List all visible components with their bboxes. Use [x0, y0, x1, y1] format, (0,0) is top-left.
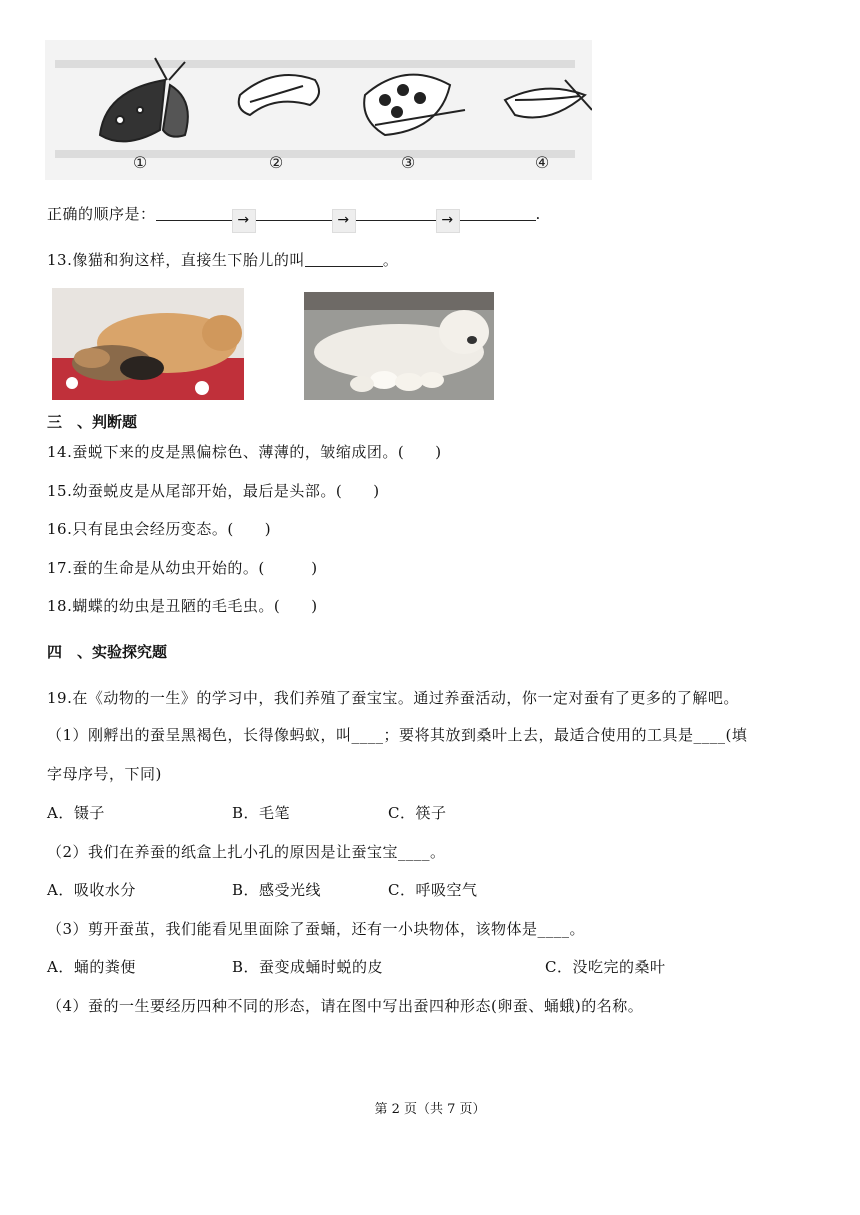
q12-blank-2[interactable]: [256, 204, 332, 221]
q19-part1-line1: （1）刚孵出的蚕呈黑褐色，长得像蚂蚁，叫____；要将其放到桑叶上去，最适合使用的工具是____(填: [47, 726, 748, 744]
q12-order-line: [47, 203, 541, 233]
q19-p3-option-b[interactable]: B．蚕变成蛹时蜕的皮: [232, 958, 384, 976]
q19-p2-option-a[interactable]: A．吸收水分: [47, 881, 136, 899]
arrow-icon: →: [436, 209, 460, 233]
dog-photo: [304, 292, 494, 400]
q13-blank[interactable]: [305, 250, 383, 267]
q19-part2: （2）我们在养蚕的纸盒上扎小孔的原因是让蚕宝宝____。: [47, 843, 446, 861]
arrow-icon: →: [232, 209, 256, 233]
q19-part4: （4）蚕的一生要经历四种不同的形态，请在图中写出蚕四种形态(卵蚕、蛹蛾)的名称。: [47, 997, 644, 1015]
q19-part3: （3）剪开蚕茧，我们能看见里面除了蚕蛹，还有一小块物体，该物体是____。: [47, 920, 586, 938]
q19-part1-line2: 字母序号，下同): [47, 765, 162, 783]
section-3-heading: 三 、判断题: [47, 413, 138, 431]
q13-question: [47, 249, 398, 270]
q19-stem: 19.在《动物的一生》的学习中，我们养殖了蚕宝宝。通过养蚕活动，你一定对蚕有了更多的了解吧。: [47, 689, 739, 707]
q19-p2-option-c[interactable]: C．呼吸空气: [388, 881, 478, 899]
cat-image: [52, 288, 244, 400]
q19-p2-option-b[interactable]: B．感受光线: [232, 881, 322, 899]
arrow-icon: →: [332, 209, 356, 233]
dog-image: [304, 292, 494, 400]
label-4: ④: [534, 153, 550, 172]
q17-question: 17.蚕的生命是从幼虫开始的。( ): [47, 559, 318, 577]
label-1: ①: [132, 153, 148, 172]
q18-question: 18.蝴蝶的幼虫是丑陋的毛毛虫。( ): [47, 597, 318, 615]
q13-suffix: 。: [382, 251, 399, 269]
q19-p1-option-b[interactable]: B．毛笔: [232, 804, 291, 822]
q12-blank-1[interactable]: [156, 204, 232, 221]
q12-blank-3[interactable]: [356, 204, 436, 221]
label-3: ③: [400, 153, 416, 172]
q16-question: 16.只有昆虫会经历变态。( ): [47, 520, 272, 538]
q12-suffix: .: [535, 205, 541, 223]
lifecycle-drawing: [45, 40, 592, 180]
q19-p3-option-c[interactable]: C．没吃完的桑叶: [545, 958, 666, 976]
lifecycle-image: [45, 40, 592, 180]
q19-p1-option-c[interactable]: C．筷子: [388, 804, 447, 822]
section-4-heading: 四 、实验探究题: [47, 643, 168, 661]
q19-p1-option-a[interactable]: A．镊子: [47, 804, 105, 822]
label-2: ②: [268, 153, 284, 172]
q19-p3-option-a[interactable]: A．蛹的粪便: [47, 958, 136, 976]
q14-question: 14.蚕蜕下来的皮是黑偏棕色、薄薄的，皱缩成团。( ): [47, 443, 442, 461]
q13-text: 13.像猫和狗这样，直接生下胎儿的叫: [47, 251, 305, 269]
cat-photo: [52, 288, 244, 400]
page-footer: 第 2 页（共 7 页）: [374, 1102, 486, 1117]
q12-prefix: 正确的顺序是：: [47, 205, 156, 223]
q12-blank-4[interactable]: [460, 204, 536, 221]
q15-question: 15.幼蚕蜕皮是从尾部开始，最后是头部。( ): [47, 482, 380, 500]
